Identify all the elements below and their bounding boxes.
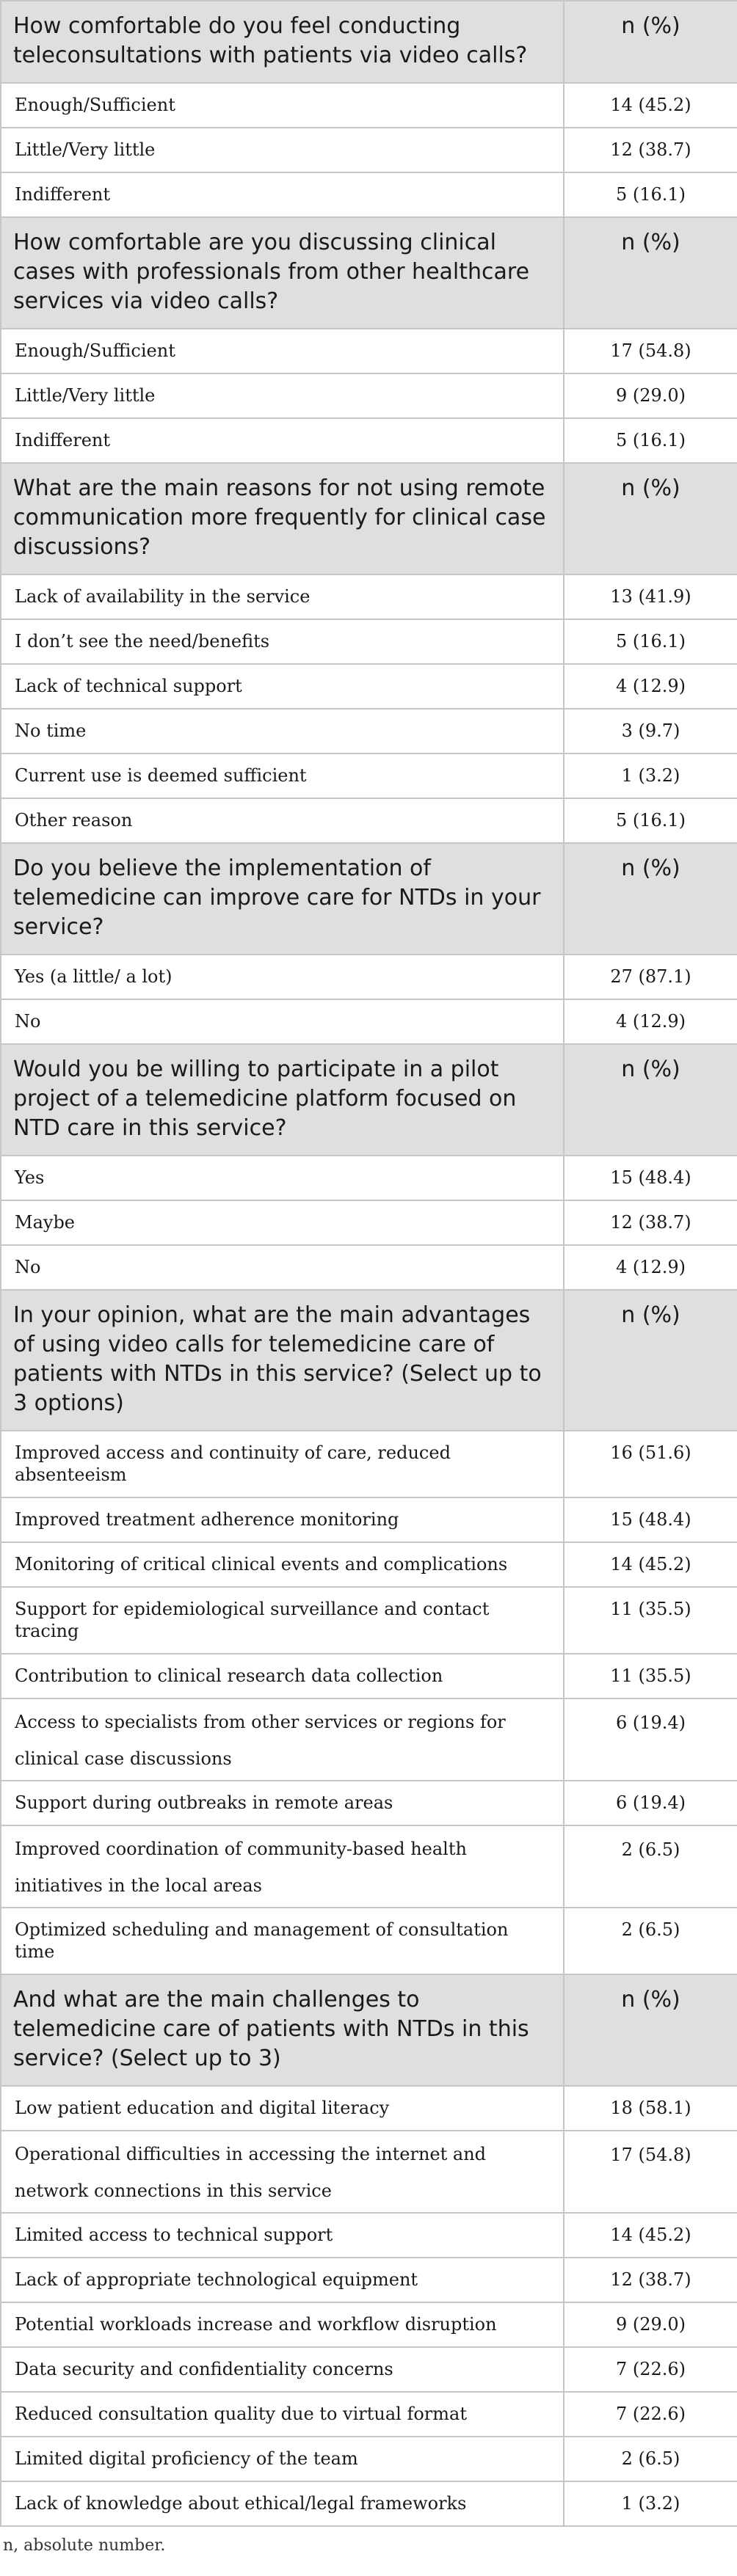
response-value: 2 (6.5) bbox=[564, 1908, 737, 1974]
response-label: Maybe bbox=[1, 1200, 564, 1245]
table-row bbox=[1, 2437, 737, 2481]
response-label: Operational difficulties in accessing the internet and network connections in this service bbox=[1, 2131, 564, 2213]
response-value: 5 (16.1) bbox=[564, 172, 737, 217]
n-percent-header: n (%) bbox=[564, 1974, 737, 2086]
response-label: No bbox=[1, 999, 564, 1044]
question-text: And what are the main challenges to telemedicine care of patients with NTDs in this service? (Select up to 3) bbox=[1, 1974, 564, 2086]
response-label: No time bbox=[1, 709, 564, 754]
table-row bbox=[1, 955, 737, 999]
response-label: Other reason bbox=[1, 798, 564, 843]
table-row bbox=[1, 709, 737, 754]
response-label: Yes bbox=[1, 1156, 564, 1200]
footnote: n, absolute number. bbox=[3, 2536, 166, 2555]
n-percent-header: n (%) bbox=[564, 1290, 737, 1431]
response-value: 6 (19.4) bbox=[564, 1699, 737, 1781]
table-row bbox=[1, 754, 737, 798]
response-label: Lack of appropriate technological equipment bbox=[1, 2258, 564, 2302]
response-value: 17 (54.8) bbox=[564, 2131, 737, 2213]
question-text: How comfortable are you discussing clinical cases with professionals from other healthcare services via video calls? bbox=[1, 217, 564, 329]
question-row bbox=[1, 1044, 737, 1156]
response-label: Current use is deemed sufficient bbox=[1, 754, 564, 798]
response-label: Access to specialists from other services or regions for clinical case discussions bbox=[1, 1699, 564, 1781]
response-label: Support for epidemiological surveillance and contact tracing bbox=[1, 1587, 564, 1654]
table-row bbox=[1, 1431, 737, 1497]
question-text: What are the main reasons for not using remote communication more frequently for clinical case discussions? bbox=[1, 463, 564, 574]
response-value: 16 (51.6) bbox=[564, 1431, 737, 1497]
table-row bbox=[1, 999, 737, 1044]
response-label: Low patient education and digital literacy bbox=[1, 2086, 564, 2131]
table-row bbox=[1, 2392, 737, 2437]
response-value: 11 (35.5) bbox=[564, 1587, 737, 1654]
table-row bbox=[1, 2258, 737, 2302]
table-row bbox=[1, 664, 737, 709]
table-row bbox=[1, 798, 737, 843]
response-label: Enough/Sufficient bbox=[1, 329, 564, 373]
table-row bbox=[1, 2347, 737, 2392]
response-value: 2 (6.5) bbox=[564, 2437, 737, 2481]
question-row bbox=[1, 1, 737, 83]
table-row bbox=[1, 1781, 737, 1825]
response-label: No bbox=[1, 1245, 564, 1290]
response-value: 15 (48.4) bbox=[564, 1497, 737, 1542]
response-value: 14 (45.2) bbox=[564, 2213, 737, 2258]
response-label: I don’t see the need/benefits bbox=[1, 619, 564, 664]
response-value: 4 (12.9) bbox=[564, 664, 737, 709]
table-row bbox=[1, 172, 737, 217]
response-label: Lack of knowledge about ethical/legal frameworks bbox=[1, 2481, 564, 2526]
table-row bbox=[1, 1908, 737, 1974]
question-text: Would you be willing to participate in a pilot project of a telemedicine platform focused on NTD care in this service? bbox=[1, 1044, 564, 1156]
response-value: 5 (16.1) bbox=[564, 619, 737, 664]
response-value: 12 (38.7) bbox=[564, 128, 737, 172]
table-row bbox=[1, 418, 737, 463]
table-row bbox=[1, 1699, 737, 1781]
question-text: Do you believe the implementation of telemedicine can improve care for NTDs in your service? bbox=[1, 843, 564, 955]
table-row bbox=[1, 83, 737, 128]
response-label: Little/Very little bbox=[1, 128, 564, 172]
response-value: 15 (48.4) bbox=[564, 1156, 737, 1200]
response-label: Indifferent bbox=[1, 172, 564, 217]
response-label: Enough/Sufficient bbox=[1, 83, 564, 128]
table-row bbox=[1, 1542, 737, 1587]
response-value: 14 (45.2) bbox=[564, 83, 737, 128]
question-text: In your opinion, what are the main advantages of using video calls for telemedicine care of patients with NTDs in this service? (Select up to 3 options) bbox=[1, 1290, 564, 1431]
response-value: 7 (22.6) bbox=[564, 2347, 737, 2392]
n-percent-header: n (%) bbox=[564, 463, 737, 574]
response-label: Monitoring of critical clinical events and complications bbox=[1, 1542, 564, 1587]
question-row bbox=[1, 217, 737, 329]
response-value: 9 (29.0) bbox=[564, 2302, 737, 2347]
response-label: Yes (a little/ a lot) bbox=[1, 955, 564, 999]
table-row bbox=[1, 373, 737, 418]
table-row bbox=[1, 1245, 737, 1290]
question-text: How comfortable do you feel conducting teleconsultations with patients via video calls? bbox=[1, 1, 564, 83]
table-row bbox=[1, 2481, 737, 2526]
response-label: Indifferent bbox=[1, 418, 564, 463]
table-row bbox=[1, 2213, 737, 2258]
response-label: Reduced consultation quality due to virtual format bbox=[1, 2392, 564, 2437]
table-row bbox=[1, 128, 737, 172]
n-percent-header: n (%) bbox=[564, 217, 737, 329]
response-label: Potential workloads increase and workflow disruption bbox=[1, 2302, 564, 2347]
response-label: Little/Very little bbox=[1, 373, 564, 418]
response-label: Limited access to technical support bbox=[1, 2213, 564, 2258]
table-row bbox=[1, 329, 737, 373]
question-row bbox=[1, 463, 737, 574]
response-value: 18 (58.1) bbox=[564, 2086, 737, 2131]
response-value: 6 (19.4) bbox=[564, 1781, 737, 1825]
response-label: Support during outbreaks in remote areas bbox=[1, 1781, 564, 1825]
response-value: 13 (41.9) bbox=[564, 574, 737, 619]
response-label: Lack of technical support bbox=[1, 664, 564, 709]
question-row bbox=[1, 1290, 737, 1431]
response-value: 12 (38.7) bbox=[564, 1200, 737, 1245]
response-value: 4 (12.9) bbox=[564, 999, 737, 1044]
table-row bbox=[1, 1825, 737, 1908]
response-value: 12 (38.7) bbox=[564, 2258, 737, 2302]
response-value: 5 (16.1) bbox=[564, 418, 737, 463]
response-value: 1 (3.2) bbox=[564, 2481, 737, 2526]
response-value: 27 (87.1) bbox=[564, 955, 737, 999]
response-label: Data security and confidentiality concerns bbox=[1, 2347, 564, 2392]
response-label: Improved coordination of community-based health initiatives in the local areas bbox=[1, 1825, 564, 1908]
response-label: Improved access and continuity of care, reduced absenteeism bbox=[1, 1431, 564, 1497]
survey-table-body bbox=[1, 1, 737, 2526]
response-value: 4 (12.9) bbox=[564, 1245, 737, 1290]
response-value: 11 (35.5) bbox=[564, 1654, 737, 1699]
response-label: Improved treatment adherence monitoring bbox=[1, 1497, 564, 1542]
question-row bbox=[1, 843, 737, 955]
response-value: 17 (54.8) bbox=[564, 329, 737, 373]
response-value: 5 (16.1) bbox=[564, 798, 737, 843]
table-row bbox=[1, 1156, 737, 1200]
response-value: 3 (9.7) bbox=[564, 709, 737, 754]
n-percent-header: n (%) bbox=[564, 1044, 737, 1156]
table-row bbox=[1, 1587, 737, 1654]
table-row bbox=[1, 1497, 737, 1542]
table-row bbox=[1, 2086, 737, 2131]
response-label: Lack of availability in the service bbox=[1, 574, 564, 619]
response-label: Limited digital proficiency of the team bbox=[1, 2437, 564, 2481]
response-label: Contribution to clinical research data collection bbox=[1, 1654, 564, 1699]
table-row bbox=[1, 2131, 737, 2213]
question-row bbox=[1, 1974, 737, 2086]
response-value: 7 (22.6) bbox=[564, 2392, 737, 2437]
response-value: 14 (45.2) bbox=[564, 1542, 737, 1587]
response-value: 9 (29.0) bbox=[564, 373, 737, 418]
table-row bbox=[1, 619, 737, 664]
n-percent-header: n (%) bbox=[564, 1, 737, 83]
table-row bbox=[1, 574, 737, 619]
response-value: 2 (6.5) bbox=[564, 1825, 737, 1908]
response-value: 1 (3.2) bbox=[564, 754, 737, 798]
n-percent-header: n (%) bbox=[564, 843, 737, 955]
table-row bbox=[1, 1200, 737, 1245]
table-row bbox=[1, 2302, 737, 2347]
table-row bbox=[1, 1654, 737, 1699]
response-label: Optimized scheduling and management of consultation time bbox=[1, 1908, 564, 1974]
